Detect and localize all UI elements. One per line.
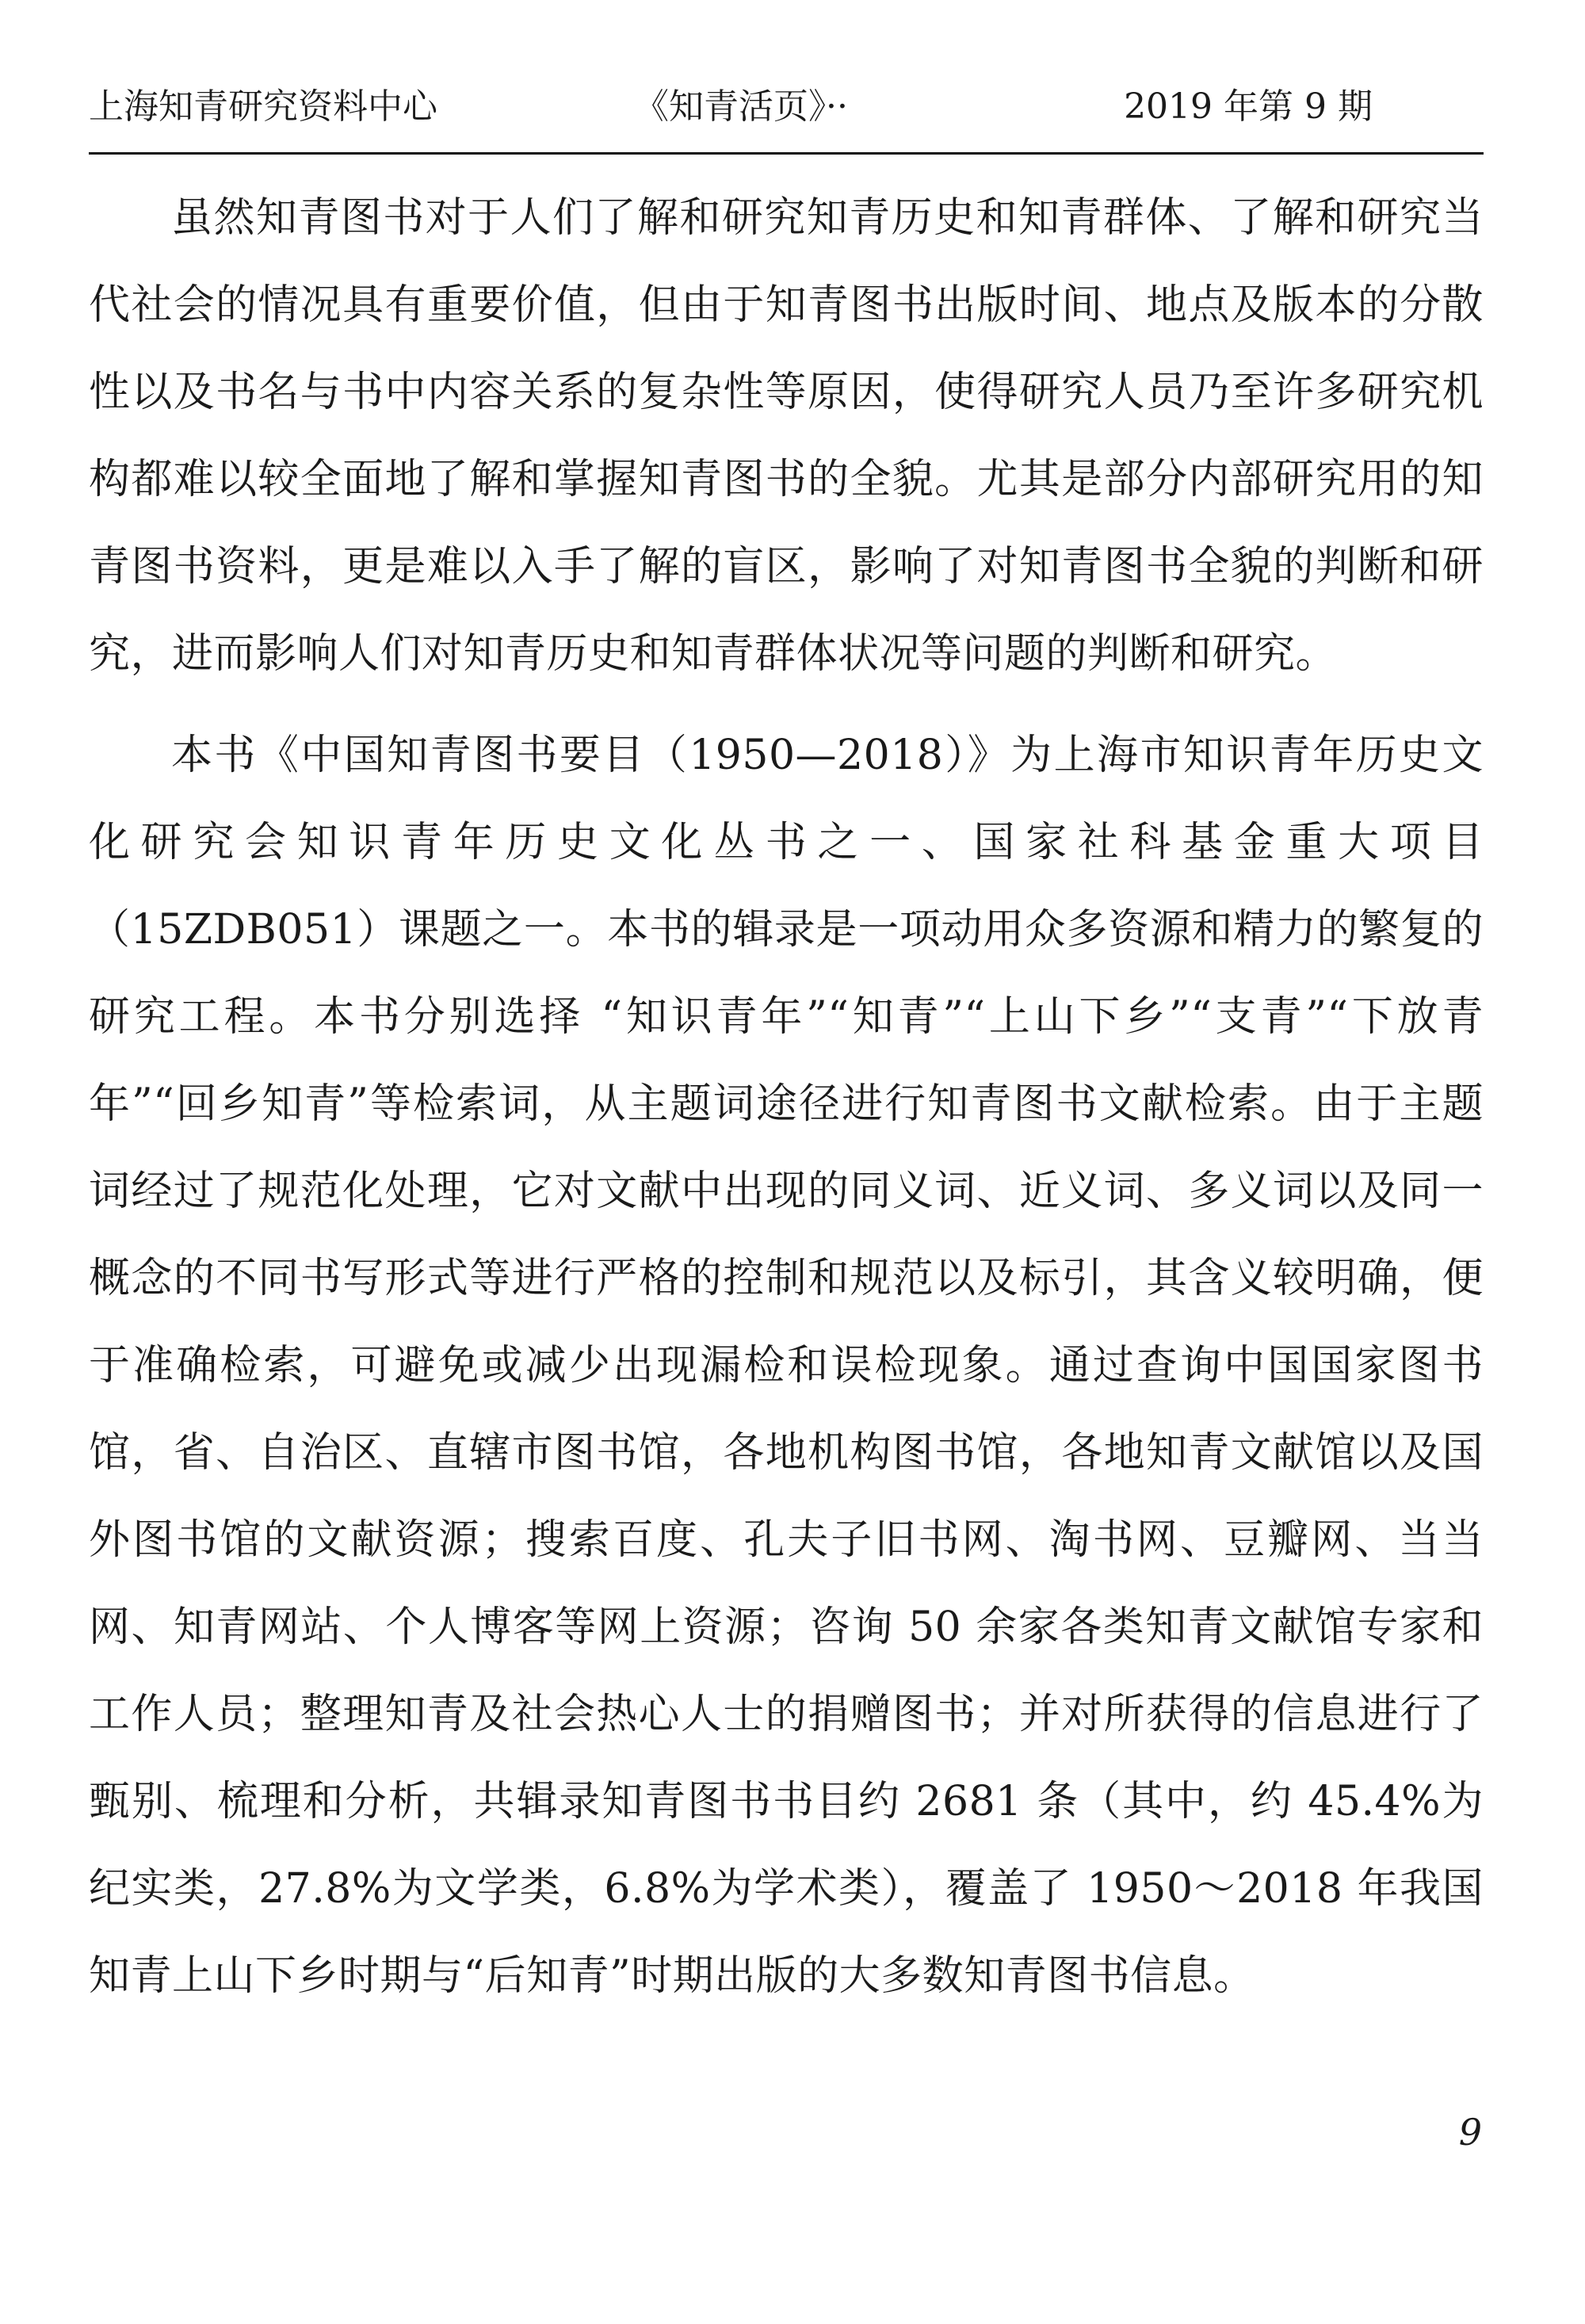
paragraph-2: 本书《中国知青图书要目（1950—2018）》为上海市知识青年历史文化研究会知识青年历史文化丛书之一、国家社科基金重大项目（15ZDB051）课题之一。本书的辑录是一项动用众多资源和精力的繁复的研究工程。本书分别选择 “知识青年”“知青”“上山下乡”“支青”“下放青年”“回乡知青”等检索词，从主题词途径进行知青图书文献检索。由于主题词经过了规范化处理，它对文献中出现的同义词、近义词、多义词以及同一概念的不同书写形式等进行严格的控制和规范以及标引，其含义较明确，便于准确检索，可避免或减少出现漏检和误检现象。通过查询中国国家图书馆，省、自治区、直辖市图书馆，各地机构图书馆，各地知青文献馆以及国外图书馆的文献资源；搜索百度、孔夫子旧书网、淘书网、豆瓣网、当当网、知青网站、个人博客等网上资源；咨询 50 余家各类知青文献馆专家和工作人员；整理知青及社会热心人士的捐赠图书；并对所获得的信息进行了甄别、梳理和分析，共辑录知青图书书目约 2681 条（其中，约 45.4%为纪实类，27.8%为文学类，6.8%为学术类），覆盖了 1950～2018 年我国知青上山下乡时期与“后知青”时期出版的大多数知青图书信息。 (89, 732, 1484, 2000)
paragraph-1: 虽然知青图书对于人们了解和研究知青历史和知青群体、了解和研究当代社会的情况具有重要价值，但由于知青图书出版时间、地点及版本的分散性以及书名与书中内容关系的复杂性等原因，使得研究人员乃至许多研究机构都难以较全面地了解和掌握知青图书的全貌。尤其是部分内部研究用的知青图书资料，更是难以入手了解的盲区，影响了对知青图书全貌的判断和研究，进而影响人们对知青历史和知青群体状况等问题的判断和研究。 (89, 194, 1484, 678)
header-issue: 2019 年第 9 期 (1124, 86, 1373, 127)
header-publisher: 上海知青研究资料中心 (89, 86, 437, 127)
article-body (89, 174, 1484, 2020)
header-publication-title: 《知青活页》·· (634, 86, 848, 127)
page-header (89, 79, 1484, 135)
header-divider (89, 152, 1484, 155)
page-number: 9 (1458, 2111, 1482, 2154)
